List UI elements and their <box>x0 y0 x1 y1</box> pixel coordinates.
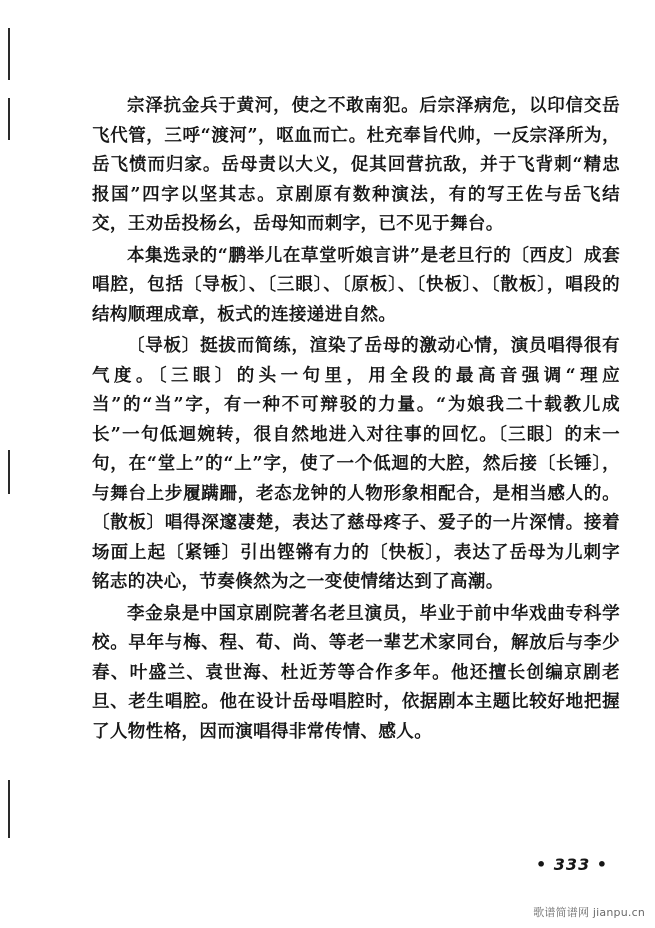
paragraph-structure: 本集选录的“鹏举儿在草堂听娘言讲”是老旦行的〔西皮〕成套唱腔，包括〔导板〕、〔三眼〕、〔原板〕、〔快板〕、〔散板〕，唱段的结构顺理成章，板式的连接递进自然。 <box>92 245 620 325</box>
page-number: • 333 • <box>536 855 608 874</box>
margin-mark-upper <box>8 98 10 140</box>
site-watermark: 歌谱简谱网 jianpu.cn <box>533 906 645 919</box>
margin-mark-bottom <box>8 780 10 838</box>
paragraph-performer: 李金泉是中国京剧院著名老旦演员，毕业于前中华戏曲专科学校。早年与梅、程、荀、尚、等老一辈艺术家同台，解放后与李少春、叶盛兰、袁世海、杜近芳等合作多年。他还擅长创编京剧老旦、老生唱腔。他在设计岳母唱腔时，依据剧本主题比较好地把握了人物性格，因而演唱得非常传情、感人。 <box>92 603 620 742</box>
margin-mark-top <box>8 28 10 80</box>
paragraph-analysis: 〔导板〕挺拔而简练，渲染了岳母的激动心情，演员唱得很有气度。〔三眼〕的头一句里，用全段的最高音强调“理应当”的“当”字，有一种不可辩驳的力量。“为娘我二十载教儿成长”一句低迴婉转，很自然地进入对往事的回忆。〔三眼〕的末一句，在“堂上”的“上”字，使了一个低迴的大腔，然后接〔长锤〕，与舞台上步履蹒跚，老态龙钟的人物形象相配合，是相当感人的。〔散板〕唱得深邃凄楚，表达了慈母疼子、爱子的一片深情。接着场面上起〔紧锤〕引出铿锵有力的〔快板〕，表达了岳母为儿刺字铭志的决心，节奏倏然为之一变使情绪达到了高潮。 <box>92 336 620 592</box>
paragraph-plot: 宗泽抗金兵于黄河，使之不敢南犯。后宗泽病危，以印信交岳飞代管，三呼“渡河”，呕血而亡。杜充奉旨代帅，一反宗泽所为，岳飞愤而归家。岳母责以大义，促其回营抗敌，并于飞背刺“精忠报国”四字以坚其志。京剧原有数种演法，有的写王佐与岳飞结交，王劝岳投杨幺，岳母知而刺字，已不见于舞台。 <box>92 96 620 234</box>
margin-mark-middle <box>8 450 10 494</box>
page-body <box>92 92 620 747</box>
